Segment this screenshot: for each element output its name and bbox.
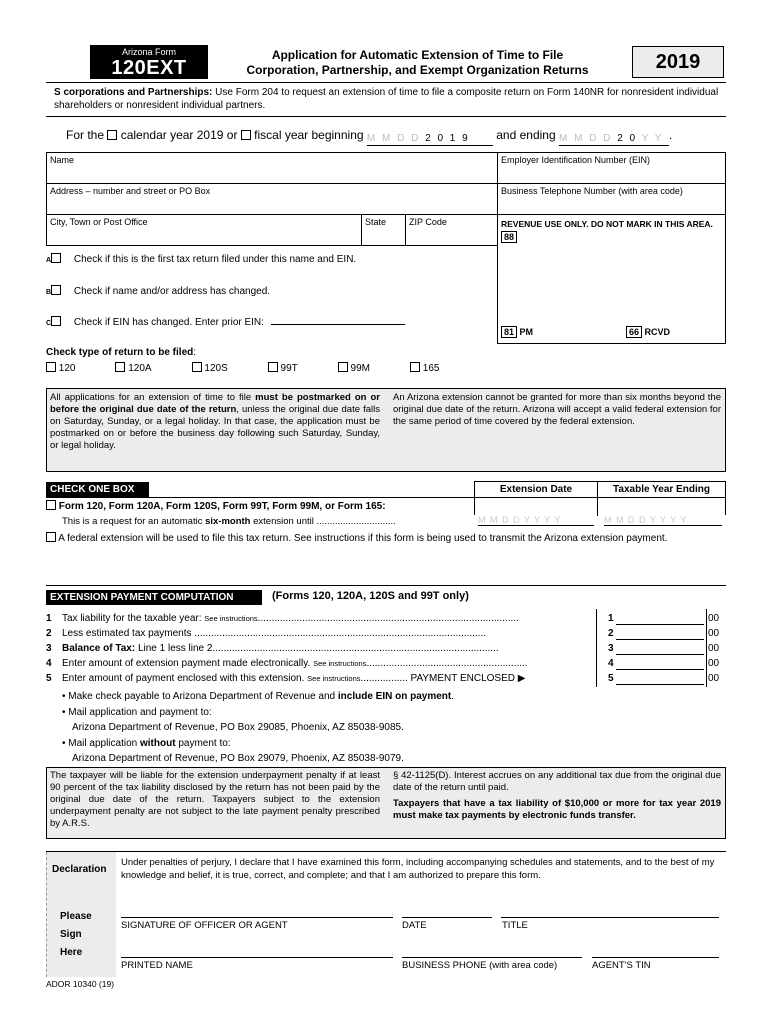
bullet-1-text: Make check payable to Arizona Department of Revenue and xyxy=(68,691,338,702)
amount-5-input[interactable] xyxy=(616,684,704,685)
fiscal-end-date-field[interactable] xyxy=(559,133,669,146)
line-5-dots: ................. PAYMENT ENCLOSED ▶ xyxy=(360,673,526,684)
option-2-checkbox[interactable] xyxy=(46,532,56,542)
zip-label: ZIP Code xyxy=(409,217,447,227)
line-2-dots: ......................................................................................................... xyxy=(194,628,487,639)
ein-changed-label: Check if EIN has changed. Enter prior EIN: xyxy=(73,317,264,328)
prior-ein-input[interactable] xyxy=(271,316,405,325)
return-type-options xyxy=(46,362,479,374)
option-1-title: Form 120, Form 120A, Form 120S, Form 99T, Form 99M, or Form 165: xyxy=(58,501,386,512)
and-ending-label: and ending xyxy=(496,128,556,142)
return-option-120[interactable] xyxy=(46,362,75,374)
notice-rule xyxy=(46,116,726,117)
business-phone-line[interactable] xyxy=(402,957,582,958)
revenue-use-label: REVENUE USE ONLY. DO NOT MARK IN THIS AREA. xyxy=(501,219,713,229)
begin-year: 2 0 1 9 xyxy=(425,133,470,144)
option-2-text: A federal extension will be used to file this tax return. See instructions if this form is being used to transmit the Arizona extension payment. xyxy=(58,533,668,544)
info-left-bold: must be postmarked on or before the original due date of the return xyxy=(50,392,380,415)
line-5-number: 5 xyxy=(46,673,52,684)
line-3-bold: Balance of Tax: xyxy=(62,643,136,654)
bullet-3: • Mail application without payment to: xyxy=(62,737,231,749)
bullet-1: • Make check payable to Arizona Department of Revenue and include EIN on payment. xyxy=(62,691,455,702)
amount-3-label: 3 xyxy=(608,643,614,654)
check-b-row xyxy=(46,285,270,297)
line-4-small: See instructions xyxy=(313,659,367,668)
amount-2-input[interactable] xyxy=(616,639,704,640)
state-label: State xyxy=(365,217,387,227)
line-4-text: Enter amount of extension payment made electronically. xyxy=(62,658,314,669)
amount-3-input[interactable] xyxy=(616,654,704,655)
first-return-label: Check if this is the first tax return filed under this name and EIN. xyxy=(73,254,357,265)
name-field[interactable] xyxy=(46,152,498,184)
return-type-heading xyxy=(46,347,196,358)
notice-bold: S corporations and Partnerships: xyxy=(54,87,213,98)
return-99t-checkbox[interactable] xyxy=(268,362,278,372)
check-c-letter: C xyxy=(46,320,52,327)
agent-tin-line[interactable] xyxy=(592,957,719,958)
info-left-part1: All applications for an extension of time to file xyxy=(50,392,256,403)
title-line[interactable] xyxy=(501,917,719,918)
form-footer-code: ADOR 10340 (19) xyxy=(46,979,115,989)
payment-instructions xyxy=(62,689,454,767)
return-99m-checkbox[interactable] xyxy=(338,362,348,372)
rcvd-label: RCVD xyxy=(644,327,671,337)
line-3-number: 3 xyxy=(46,643,52,654)
return-165-checkbox[interactable] xyxy=(410,362,420,372)
line-5-text: Enter amount of payment enclosed with this extension. xyxy=(62,673,308,684)
return-option-99m[interactable] xyxy=(338,362,370,374)
amount-1-input[interactable] xyxy=(616,624,704,625)
business-phone-label: BUSINESS PHONE (with area code) xyxy=(402,960,558,971)
extension-date-input[interactable]: M M D D Y Y Y Y xyxy=(478,515,594,526)
name-label: Name xyxy=(50,155,75,165)
end-year-mask: Y Y xyxy=(641,133,664,144)
bullet-1-end: . xyxy=(451,691,455,702)
date-line[interactable] xyxy=(402,917,492,918)
return-120a-label: 120A xyxy=(128,363,152,374)
form-title xyxy=(215,48,620,78)
line-1-small: See instructions xyxy=(204,614,258,623)
amount-4-cents: 00 xyxy=(708,658,720,669)
amount-cents-border xyxy=(706,609,707,687)
line-1-dots: .............................................................................................. xyxy=(257,613,519,624)
declaration-label: Declaration xyxy=(52,864,107,875)
line-3-dots: ....................................................................................................... xyxy=(212,643,499,654)
printed-name-line[interactable] xyxy=(121,957,393,958)
amount-4-input[interactable] xyxy=(616,669,704,670)
option-1-checkbox[interactable] xyxy=(46,500,56,510)
title-label: TITLE xyxy=(502,920,528,931)
form-small-label: Arizona Form xyxy=(121,47,176,57)
city-field[interactable] xyxy=(46,214,362,246)
code-66-box: 66 xyxy=(626,326,642,338)
option-1-title-row xyxy=(46,500,386,512)
return-120s-label: 120S xyxy=(204,363,228,374)
ein-field[interactable] xyxy=(497,152,726,184)
bullet-2: • Mail application and payment to: xyxy=(62,706,212,718)
code-88-box: 88 xyxy=(501,231,517,243)
line-1-text: Tax liability for the taxable year: xyxy=(62,613,205,624)
phone-label: Business Telephone Number (with area code) xyxy=(501,186,683,196)
info-box xyxy=(46,388,726,472)
computation-header: EXTENSION PAYMENT COMPUTATION xyxy=(46,590,262,605)
period-end: . xyxy=(668,128,673,142)
signature-line[interactable] xyxy=(121,917,393,918)
amount-left-border xyxy=(596,609,597,687)
check-c-row xyxy=(46,316,405,328)
state-field[interactable] xyxy=(361,214,406,246)
address-changed-checkbox[interactable] xyxy=(51,285,61,295)
ext-date-header-box xyxy=(474,481,726,515)
title-line-1: Application for Automatic Extension of Time to File xyxy=(271,48,564,62)
title-line-2: Corporation, Partnership, and Exempt Organization Returns xyxy=(246,63,589,77)
line-2-number: 2 xyxy=(46,628,52,639)
date-label: DATE xyxy=(402,920,427,931)
return-type-colon: : xyxy=(193,347,197,358)
penalty-right-text: § 42-1125(D). Interest accrues on any additional tax due from the original due date of the return until paid. xyxy=(393,770,721,793)
tax-period-row xyxy=(66,128,672,146)
end-date-mask: M M D D xyxy=(558,133,613,144)
taxable-year-ending-label: Taxable Year Ending xyxy=(613,484,710,495)
return-option-165[interactable] xyxy=(410,362,439,374)
line-5 xyxy=(46,673,525,684)
amount-2-label: 2 xyxy=(608,628,614,639)
please-label: Please xyxy=(60,911,92,922)
fiscal-year-label: fiscal year beginning xyxy=(254,128,364,142)
rcvd-row xyxy=(626,326,670,338)
option-1-text-c: extension until .............................. xyxy=(250,516,396,527)
code-81-box: 81 xyxy=(501,326,517,338)
return-120-checkbox[interactable] xyxy=(46,362,56,372)
bullet-2-text: Mail application and payment to: xyxy=(68,706,212,718)
line-2-text: Less estimated tax payments xyxy=(62,628,195,639)
calendar-year-checkbox[interactable] xyxy=(107,130,117,140)
extension-date-label: Extension Date xyxy=(499,484,573,495)
line-2 xyxy=(46,628,486,639)
declaration-text: Under penalties of perjury, I declare that I have examined this form, including accompanying schedules and statements, and to the best of my knowledge and belief, it is true, correct, and complete; and that I am authorized to prepare this form. xyxy=(121,857,715,881)
please-sign-here xyxy=(60,908,92,962)
penalty-left-text: The taxpayer will be liable for the extension underpayment penalty if at least 90 percent of the tax liability disclosed by the return has not been paid by the original due date of the return. Taxpayers subject to the extension underpayment penalty are not subject to the late payment penalty prescribed by A.R.S. xyxy=(50,770,380,829)
bullet-1-bold: include EIN on payment xyxy=(337,691,452,702)
header-rule xyxy=(46,82,726,83)
check-a-row xyxy=(46,253,356,265)
amount-5-label: 5 xyxy=(608,673,614,684)
line-4 xyxy=(46,658,528,669)
end-year-prefix: 2 0 xyxy=(617,133,638,144)
line-4-number: 4 xyxy=(46,658,52,669)
return-120s-checkbox[interactable] xyxy=(192,362,202,372)
pm-label: PM xyxy=(519,327,534,337)
return-99t-label: 99T xyxy=(280,363,298,374)
info-right-text: An Arizona extension cannot be granted for more than six months beyond the original due date of the return. Arizona will accept a valid federal extension for the same period of time covered by the federal extension. xyxy=(393,392,721,427)
return-165-label: 165 xyxy=(422,363,440,374)
amount-1-cents: 00 xyxy=(708,613,720,624)
return-120-label: 120 xyxy=(58,363,76,374)
amount-1-label: 1 xyxy=(608,613,614,624)
return-option-120a[interactable] xyxy=(115,362,151,374)
option-1-text-bold: six-month xyxy=(205,516,251,527)
line-1-number: 1 xyxy=(46,613,52,624)
notice-text: Use Form 204 to request an extension of time to file a composite return on Form 140NR for nonresident individual shareholders or nonresident individual partners. xyxy=(54,87,719,111)
declaration-section xyxy=(46,851,726,976)
computation-subtitle: (Forms 120, 120A, 120S and 99T only) xyxy=(272,590,469,602)
info-left-text xyxy=(50,392,380,452)
check-a-letter: A xyxy=(46,257,52,264)
line-1 xyxy=(46,613,519,624)
penalty-box xyxy=(46,767,726,839)
here-label: Here xyxy=(60,947,83,958)
ein-label: Employer Identification Number (EIN) xyxy=(501,155,651,165)
begin-date-mask: M M D D xyxy=(366,133,421,144)
return-option-120s[interactable] xyxy=(192,362,228,374)
payment-address: Arizona Department of Revenue, PO Box 29085, Phoenix, AZ 85038-9085. xyxy=(72,722,404,733)
amount-4-label: 4 xyxy=(608,658,614,669)
address-label: Address – number and street or PO Box xyxy=(50,186,211,196)
line-3-text: Line 1 less line 2 xyxy=(135,643,213,654)
s-corp-notice xyxy=(54,86,724,112)
amount-column xyxy=(596,609,726,687)
form-badge xyxy=(90,45,208,79)
printed-name-label: PRINTED NAME xyxy=(121,960,193,971)
agent-tin-label: AGENT'S TIN xyxy=(592,960,651,971)
zip-field[interactable] xyxy=(405,214,498,246)
phone-field[interactable] xyxy=(497,183,726,215)
calendar-year-label: calendar year 2019 or xyxy=(120,128,238,142)
city-label: City, Town or Post Office xyxy=(50,217,148,227)
amount-3-cents: 00 xyxy=(708,643,720,654)
signature-label: SIGNATURE OF OFFICER OR AGENT xyxy=(121,920,288,931)
pm-row xyxy=(501,326,533,338)
return-99m-label: 99M xyxy=(350,363,370,374)
amount-2-cents: 00 xyxy=(708,628,720,639)
check-one-header: CHECK ONE BOX xyxy=(46,482,149,497)
sign-label: Sign xyxy=(60,929,82,940)
no-payment-address: Arizona Department of Revenue, PO Box 29079, Phoenix, AZ 85038-9079. xyxy=(72,753,404,764)
option-2-row xyxy=(46,532,726,546)
penalty-right-bold: Taxpayers that have a tax liability of $10,000 or more for tax year 2019 must make tax payments by electronic funds transfer. xyxy=(393,798,721,821)
first-return-checkbox[interactable] xyxy=(51,253,61,263)
return-option-99t[interactable] xyxy=(268,362,298,374)
line-3 xyxy=(46,643,499,654)
fiscal-begin-date-field[interactable] xyxy=(367,133,493,146)
taxable-year-ending-input[interactable]: M M D D Y Y Y Y xyxy=(604,515,722,526)
amount-5-cents: 00 xyxy=(708,673,720,684)
bullet-3-bold: without xyxy=(140,737,176,749)
bullet-3-text: Mail application xyxy=(68,737,140,749)
address-changed-label: Check if name and/or address has changed. xyxy=(73,286,271,297)
tax-year: 2019 xyxy=(632,46,724,78)
line-5-small: See instructions xyxy=(307,674,361,683)
computation-rule xyxy=(46,585,726,586)
address-field[interactable] xyxy=(46,183,498,215)
revenue-use-area xyxy=(497,214,726,344)
for-the-label: For the xyxy=(66,128,105,142)
return-type-label: Check type of return to be filed xyxy=(46,347,194,358)
bullet-3-end: payment to: xyxy=(175,737,231,749)
line-4-dots: .......................................................... xyxy=(366,658,528,669)
check-b-letter: B xyxy=(46,289,52,296)
option-1-text-a: This is a request for an automatic xyxy=(62,516,206,527)
ein-changed-checkbox[interactable] xyxy=(51,316,61,326)
info-left-part2: , unless the original due date falls on Saturday, Sunday, or a legal holiday. In that case, the application must be postmarked on or before the business day following such Saturday, Sunday, or legal holiday. xyxy=(50,404,380,451)
option-1-text xyxy=(62,516,396,527)
fiscal-year-checkbox[interactable] xyxy=(241,130,251,140)
form-number: 120EXT xyxy=(111,57,187,79)
return-120a-checkbox[interactable] xyxy=(115,362,125,372)
